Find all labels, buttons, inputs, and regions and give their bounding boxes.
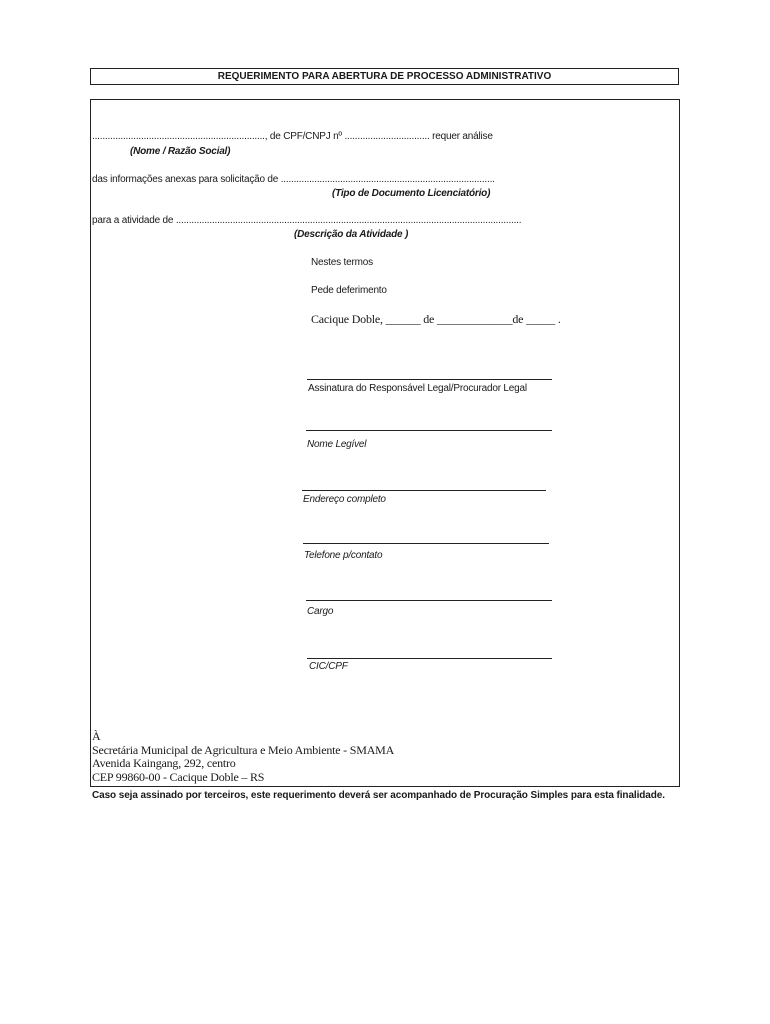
signature-label-nome: Nome Legível: [307, 439, 367, 450]
notice-text: Caso seja assinado por terceiros, este requerimento deverá ser acompanhado de Procuração Simples para esta finalidade.: [92, 790, 665, 801]
addressee-city: CEP 99860-00 - Cacique Doble – RS: [92, 770, 265, 784]
signature-label-endereco: Endereço completo: [303, 494, 386, 505]
closing-terms: Nestes termos: [311, 257, 373, 268]
signature-line-cic: [307, 658, 552, 659]
signature-line-nome: [306, 430, 552, 431]
addressee-org: Secretária Municipal de Agricultura e Meio Ambiente - SMAMA: [92, 743, 395, 757]
signature-label-cic: CIC/CPF: [309, 661, 348, 672]
signature-line-telefone: [303, 543, 549, 544]
name-caption: (Nome / Razão Social): [130, 146, 231, 157]
document-type-line: das informações anexas para solicitação de ...................................................................................: [92, 174, 495, 185]
signature-label-responsavel: Assinatura do Responsável Legal/Procurador Legal: [308, 383, 527, 394]
activity-line: para a atividade de ......................................................................................................................................: [92, 215, 522, 226]
addressee-salutation: À: [92, 729, 101, 743]
closing-request: Pede deferimento: [311, 285, 387, 296]
activity-caption: (Descrição da Atividade ): [294, 229, 409, 240]
addressee-street: Avenida Kaingang, 292, centro: [92, 756, 236, 770]
name-cpf-line: ..................................................................., de CPF/CNPJ nº ................................. requer análise: [92, 131, 493, 142]
form-box: [90, 99, 680, 787]
place-date-line: Cacique Doble, ______ de _____________de _____ .: [311, 312, 561, 326]
signature-line-endereco: [302, 490, 546, 491]
document-type-caption: (Tipo de Documento Licenciatório): [332, 188, 491, 199]
signature-label-telefone: Telefone p/contato: [304, 550, 383, 561]
signature-label-cargo: Cargo: [307, 606, 334, 617]
signature-line-cargo: [306, 600, 552, 601]
document-title: REQUERIMENTO PARA ABERTURA DE PROCESSO ADMINISTRATIVO: [90, 68, 679, 85]
signature-line-responsavel: [307, 379, 552, 380]
